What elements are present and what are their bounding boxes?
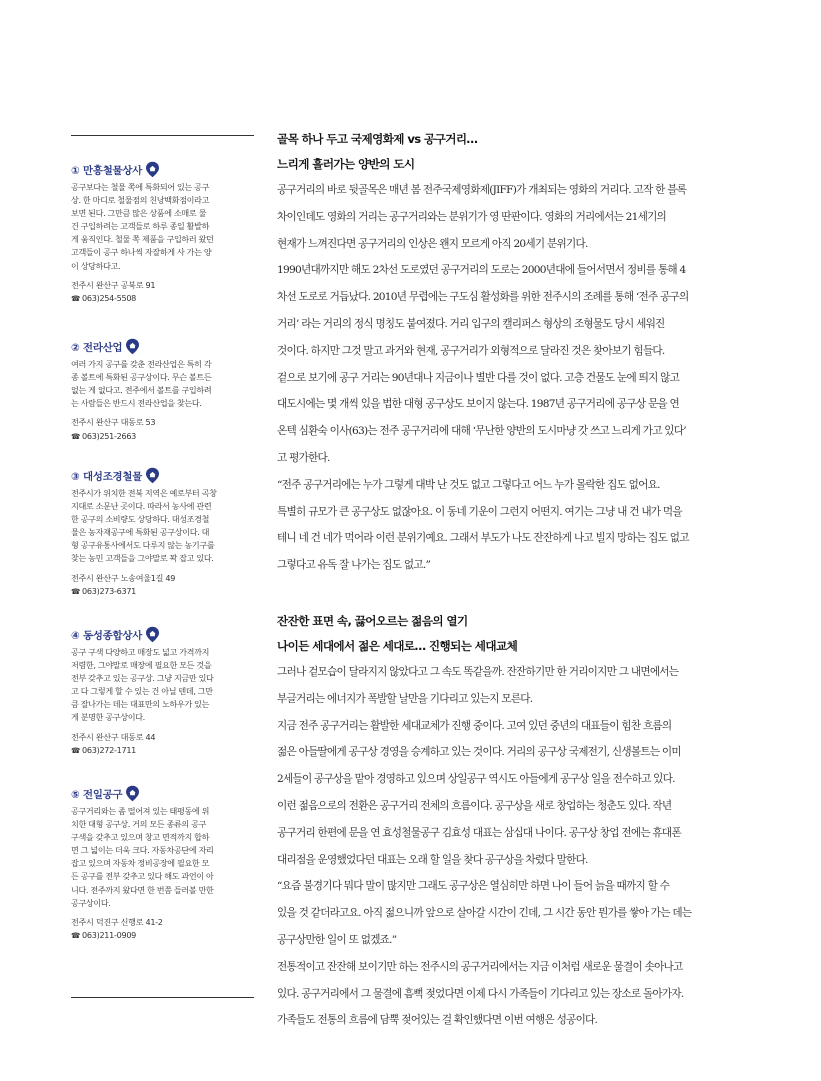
- body-line: 겉으로 보기에 공구 거리는 90년대나 지금이나 별반 다를 것이 없다. 고층 건물도 눈에 띄지 않고: [277, 371, 680, 384]
- shop-address: 전주시 완산구 노송여울1길 49: [71, 572, 176, 583]
- location-pin-icon: [145, 161, 160, 178]
- section-heading: 골목 하나 두고 국제영화제 vs 공구거리…: [277, 132, 478, 146]
- shop-description: 여러 가지 공구를 갖춘 전라산업은 특히 각 종 볼트에 특화된 공구상이다. 무슨 볼트든 없는 게 없다고. 전주에서 볼트를 구입하려 는 사람들은 반드시 전라산업을 찾는다.: [71, 359, 212, 409]
- body-line: 거리’ 라는 거리의 정식 명칭도 붙여졌다. 거리 입구의 캘리퍼스 형상의 조형물도 당시 세워진: [277, 317, 665, 330]
- shop-description: 공구보다는 철물 쪽에 특화되어 있는 공구 상. 한 마디로 철물점의 친낭백화점이라고 보면 된다. 그만큼 많은 상품에 소매로 물 건 구입하려는 고객들로 하루 종일 활발하 게 움직인다. 철물 쪽 제품을 구입하러 왔던 고객들이 공구 하나씩 자잘하게 사 가는 양 이 상당하다고.: [71, 182, 214, 271]
- body-line: 대도시에는 몇 개씩 있을 법한 대형 공구상도 보이지 않는다. 1987년 공구거리에 공구상 문을 연: [277, 398, 680, 411]
- body-line: 온텍 심환숙 이사(63)는 전주 공구거리에 대해 ‘무난한 양반의 도시마냥 갓 쓰고 느리게 가고 있다’: [277, 425, 686, 438]
- phone-icon: ☎: [71, 293, 81, 303]
- body-line: 지금 전주 공구거리는 활발한 세대교체가 진행 중이다. 고여 있던 중년의 대표들이 힘찬 흐름의: [277, 719, 672, 732]
- shop-description: 공구거리와는 좀 떨어져 있는 태평동에 위 치한 대형 공구상. 거의 모든 종류의 공구 구색을 갖추고 있으며 창고 면적까지 합하 면 그 넓이는 더욱 크다. 자동차공단에 자리 잡고 있으며 자동차 정비공장에 필요한 모 든 공구를 전부 갖추고 있다 해도 과언이 아 니다. 전주까지 왔다면 한 번쯤 들러볼 만한 공구상이다.: [71, 806, 214, 908]
- body-line: 대리점을 운영했었다던 대표는 오래 할 일을 찾다 공구상을 차렸다 말한다.: [277, 853, 588, 866]
- body-line: 현재가 느껴진다면 공구거리의 인상은 왠지 모르게 아직 20세기 분위기다.: [277, 237, 588, 250]
- body-line: 가족들도 전통의 흐름에 담뿍 젖어있는 걸 확인했다면 이번 여행은 성공이다.: [277, 1014, 598, 1027]
- shop-entry-daesung: [71, 466, 256, 598]
- shop-description: 전주시가 위치한 전북 지역은 예로부터 곡창 지대로 소문난 곳이다. 따라서 농사에 관련 한 공구의 소비량도 상당하다. 대성조경철 물은 농자재공구에 특화된 공구상이다. 대 형 공구유통사에서도 다루지 않는 농기구를 찾는 농민 고객들을 그야말로 꽉 잡고 있다.: [71, 488, 217, 564]
- body-line: “요즘 불경기다 뭐다 말이 많지만 그래도 공구상은 열심히만 하면 나이 들어 늙을 때까지 할 수: [277, 880, 670, 893]
- shop-description: 공구 구색 다양하고 매장도 넓고 가격까지 저렴한, 그야말로 매장에 필요한 모든 것을 전부 갖추고 있는 공구상. 그냥 지금만 있다 고 다 그렇게 할 수 있는 건 아닐 텐데, 그만 큼 잘나가는 데는 대표만의 노하우가 있는 게 분명한 공구상이다.: [71, 647, 214, 723]
- shop-address: 전주시 덕진구 신행로 41-2: [71, 916, 163, 927]
- shop-name: ① 만흥철물상사: [71, 164, 143, 177]
- location-pin-icon: [125, 785, 140, 802]
- body-line: 공구상만한 일이 또 없겠죠.”: [277, 933, 397, 946]
- shop-address: 전주시 완산구 대동로 44: [71, 731, 156, 742]
- phone-icon: ☎: [71, 745, 81, 755]
- body-line: 젊은 아들딸에게 공구상 경영을 승계하고 있는 것이다. 거리의 공구상 국제전기, 신생볼트는 이미: [277, 746, 681, 759]
- sidebar-top-rule: [71, 135, 254, 136]
- shop-phone: 063)254-5508: [82, 292, 137, 303]
- shop-address: 전주시 완산구 대동로 53: [71, 417, 156, 428]
- article-section-2: [277, 609, 777, 1034]
- body-line: 전통적이고 잔잔해 보이기만 하는 전주시의 공구거리에서는 지금 이처럼 새로운 물결이 솟아나고: [277, 960, 683, 973]
- body-line: 이런 젊음으로의 전환은 공구거리 전체의 흐름이다. 공구상을 새로 창업하는 청춘도 있다. 작년: [277, 799, 672, 812]
- body-line: 고 평가한다.: [277, 451, 330, 464]
- section-heading: 잔잔한 표면 속, 끓어오르는 젊음의 열기: [277, 614, 468, 628]
- body-line: 차선 도로로 거듭났다. 2010년 무렵에는 구도심 활성화를 위한 전주시의 조례를 통해 ‘전주 공구의: [277, 291, 689, 304]
- body-line: 있을 것 같더라고요. 아직 젊으니까 앞으로 살아갈 시간이 긴데, 그 시간 동안 뭔가를 쌓아 가는 데는: [277, 907, 692, 920]
- location-pin-icon: [125, 338, 140, 355]
- phone-icon: ☎: [71, 431, 81, 441]
- shop-phone: 063)251-2663: [82, 430, 137, 441]
- phone-icon: ☎: [71, 586, 81, 596]
- body-line: 1990년대까지만 해도 2차선 도로였던 공구거리의 도로는 2000년대에 들어서면서 정비를 통해 4: [277, 264, 686, 277]
- body-line: 특별히 규모가 큰 공구상도 없잖아요. 이 동네 기운이 그런지 어떤지. 여기는 그냥 내 건 내가 먹을: [277, 505, 682, 518]
- body-line: 공구거리의 바로 뒷골목은 매년 봄 전주국제영화제(JIFF)가 개최되는 영화의 거리다. 고작 한 블록: [277, 184, 687, 196]
- shop-phone: 063)211-0909: [82, 929, 137, 940]
- body-line: 차이인데도 영화의 거리는 공구거리와는 분위기가 영 딴판이다. 영화의 거리에서는 21세기의: [277, 210, 667, 223]
- body-line: 것이다. 하지만 그것 말고 과거와 현재, 공구거리가 외형적으로 달라진 것은 찾아보기 힘들다.: [277, 344, 665, 357]
- body-line: 테니 네 건 네가 먹어라 이런 분위기예요. 그래서 부도가 나도 잔잔하게 나고 빌지 망하는 집도 없고: [277, 532, 689, 545]
- body-line: “전주 공구거리에는 누가 그렇게 대박 난 것도 없고 그렇다고 어느 누가 몰락한 집도 없어요.: [277, 478, 660, 491]
- body-line: 그렇다고 유독 잘 나가는 집도 없고.”: [277, 559, 431, 572]
- body-line: 2세들이 공구상을 맡아 경영하고 있으며 상일공구 역시도 아들에게 공구상 일을 전수하고 있다.: [277, 773, 675, 786]
- location-pin-icon: [145, 467, 160, 484]
- section-heading: 나이든 세대에서 젊은 세대로… 진행되는 세대교체: [277, 639, 518, 653]
- shop-name: ② 전라산업: [71, 341, 123, 354]
- shop-entry-dongsung: [71, 625, 256, 757]
- location-pin-icon: [145, 626, 160, 643]
- body-line: 공구거리 한편에 문을 연 효성철물공구 김효성 대표는 삼십대 나이다. 공구상 창업 전에는 휴대폰: [277, 826, 681, 839]
- shop-name: ⑤ 전일공구: [71, 788, 123, 801]
- sidebar-bottom-rule: [71, 997, 254, 998]
- shop-entry-jeonil: [71, 784, 256, 942]
- shop-sidebar: [71, 0, 254, 1081]
- article-section-1: [277, 127, 777, 579]
- shop-name: ③ 대성조경철물: [71, 470, 143, 483]
- shop-entry-manheung: [71, 160, 256, 305]
- shop-name: ④ 동성종합상사: [71, 629, 143, 642]
- shop-entry-jeolla: [71, 337, 256, 443]
- shop-phone: 063)273-6371: [82, 585, 137, 596]
- body-line: 그러나 겉모습이 달라지지 않았다고 그 속도 똑같을까. 잔잔하기만 한 거리이지만 그 내면에서는: [277, 666, 679, 678]
- body-line: 부글거리는 에너지가 폭발할 날만을 기다리고 있는지 모른다.: [277, 692, 533, 705]
- shop-address: 전주시 완산구 공북로 91: [71, 279, 156, 290]
- body-line: 있다. 공구거리에서 그 물결에 흠뻑 젖었다면 이제 다시 가족들이 기다리고 있는 장소로 돌아가자.: [277, 987, 684, 1000]
- section-heading: 느리게 흘러가는 양반의 도시: [277, 157, 415, 171]
- shop-phone: 063)272-1711: [82, 744, 137, 755]
- phone-icon: ☎: [71, 930, 81, 940]
